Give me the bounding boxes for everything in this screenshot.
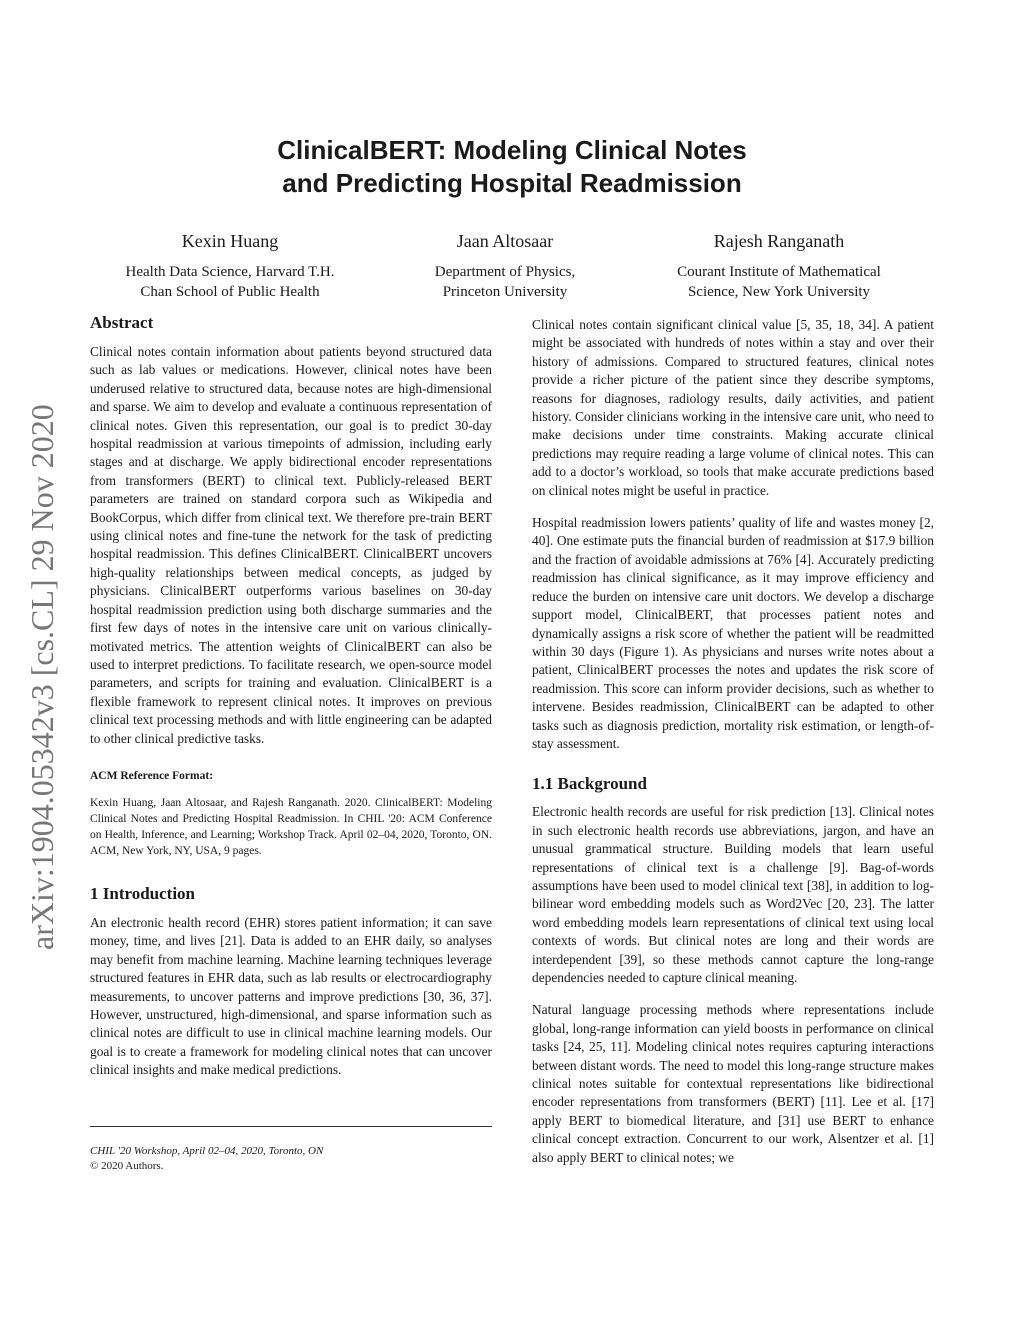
background-heading: 1.1 Background [532,774,647,794]
acm-reference-text: Kexin Huang, Jaan Altosaar, and Rajesh Ranganath. 2020. ClinicalBERT: Modeling Clinical Notes and Predicting Hospital Readmission. In CHIL '20: ACM Conference on Health, Inference, and Learning; Workshop Track. April 02–04, 2020, Toronto, ON. ACM, New York, NY, USA, 9 pages. [90,796,492,857]
abstract-heading: Abstract [90,313,154,332]
affiliation-line: Princeton University [442,284,568,300]
affiliation-line: Chan School of Public Health [140,284,320,300]
introduction-heading: 1 Introduction [90,883,196,903]
footnote-venue: CHIL '20 Workshop, April 02–04, 2020, Toronto, ON [90,1145,324,1157]
introduction-paragraph: An electronic health record (EHR) stores patient information; it can save money, time, and lives [21]. Data is added to an EHR daily, so analyses may benefit from machine learning. Machine learning techniques leverage structured features in EHR data, such as lab results or electrocardiography measurements, to uncover patterns and improve predictions [30, 36, 37]. However, unstructured, high-dimensional, and sparse information such as clinical notes are difficult to use in clinical machine learning models. Our goal is to create a framework for modeling clinical notes that can uncover clinical insights and make medical predictions. [90,914,492,1078]
author-affiliation [629,262,929,302]
author-block [80,229,380,302]
acm-reference-heading: ACM Reference Format: [90,769,214,782]
affiliation-line: Health Data Science, Harvard T.H. [125,264,335,280]
affiliation-line: Science, New York University [687,284,871,300]
body-paragraph: Electronic health records are useful for risk prediction [13]. Clinical notes in such electronic health records use abbreviations, jargon, and have an unusual grammatical structure. Building models that learn useful representations of clinical text is a challenge [9]. Bag-of-words assumptions have been used to model clinical text [38], in addition to log-bilinear word embedding models such as Word2Vec [20, 23]. The latter word embedding models learn representations of clinical text using local contexts of words. But clinical notes are long and their words are interdependent [39], so these methods cannot capture the long-range dependencies needed to capture clinical meaning. [532,804,934,985]
footnote [90,1144,492,1174]
author-block [355,229,655,302]
author-name: Jaan Altosaar [456,231,554,251]
author-name: Rajesh Ranganath [713,231,845,251]
title-line-2: and Predicting Hospital Readmission [282,168,742,198]
arxiv-identifier: arXiv:1904.05342v3 [cs.CL] 29 Nov 2020 [24,404,60,950]
left-column [90,312,492,1080]
author-affiliation [355,262,655,302]
title-line-1: ClinicalBERT: Modeling Clinical Notes [277,135,747,165]
affiliation-line: Department of Physics, [434,264,576,280]
footnote-copyright: © 2020 Authors. [90,1160,164,1172]
body-paragraph: Natural language processing methods where representations include global, long-range information can yield boosts in performance on clinical tasks [24, 25, 11]. Modeling clinical notes requires capturing interactions between distant words. The need to model this long-range structure makes clinical notes suitable for contextual representations like bidirectional encoder representations from transformers (BERT) [11]. Lee et al. [17] apply BERT to biomedical literature, and [31] use BERT to enhance clinical concept extraction. Concurrent to our work, Alsentzer et al. [1] also apply BERT to clinical notes; we [532,1002,934,1165]
abstract-text: Clinical notes contain information about patients beyond structured data such as lab values or medications. However, clinical notes have been underused relative to structured data, because notes are high-dimensional and sparse. We aim to develop and evaluate a continuous representation of clinical notes. Given this representation, our goal is to predict 30-day hospital readmission at various timepoints of admission, including early stages and at discharge. We apply bidirectional encoder representations from transformers (BERT) to clinical text. Publicly-released BERT parameters are trained on standard corpora such as Wikipedia and BookCorpus, which differ from clinical text. We therefore pre-train BERT using clinical notes and fine-tune the network for the task of predicting hospital readmission. This defines ClinicalBERT. ClinicalBERT uncovers high-quality relationships between medical concepts, as judged by physicians. ClinicalBERT outperforms various baselines on 30-day hospital readmission prediction using both discharge summaries and the first few days of notes in the intensive care unit on various clinically-motivated metrics. The attention weights of ClinicalBERT can also be used to interpret predictions. To facilitate research, we open-source model parameters, and scripts for training and evaluation. ClinicalBERT is a flexible framework to represent clinical notes. It improves on previous clinical text processing methods and with little engineering can be adapted to other clinical predictive tasks. [90,344,492,746]
paper-title [0,134,1024,200]
body-paragraph: Hospital readmission lowers patients’ quality of life and wastes money [2, 40]. One estimate puts the financial burden of readmission at $17.9 billion and the fraction of avoidable admissions at 76% [4]. Accurately predicting readmission has clinical significance, as it may improve efficiency and reduce the burden on intensive care unit doctors. We develop a discharge support model, ClinicalBERT, that processes patient notes and dynamically assigns a risk score of whether the patient will be readmitted within 30 days (Figure 1). As physicians and nurses write notes about a patient, ClinicalBERT processes the notes and updates the risk score of readmission. This score can inform provider decisions, such as whether to intervene. Besides readmission, ClinicalBERT can be adapted to other tasks such as diagnosis prediction, mortality risk estimation, or length-of-stay assessment. [532,515,934,751]
right-column [532,316,934,1167]
footnote-divider [90,1126,492,1127]
author-block [629,229,929,302]
author-name: Kexin Huang [181,231,279,251]
affiliation-line: Courant Institute of Mathematical [677,264,881,280]
body-paragraph: Clinical notes contain significant clinical value [5, 35, 18, 34]. A patient might be associated with hundreds of notes within a stay and over their history of admissions. Compared to structured features, clinical notes provide a richer picture of the patient since they describe symptoms, reasons for diagnoses, radiology results, daily activities, and patient history. Consider clinicians working in the intensive care unit, who need to make decisions under time constraints. Making accurate clinical predictions may require reading a large volume of clinical notes. This can add to a doctor’s workload, so tools that make accurate predictions based on clinical notes might be useful in practice. [532,317,934,498]
author-affiliation [80,262,380,302]
